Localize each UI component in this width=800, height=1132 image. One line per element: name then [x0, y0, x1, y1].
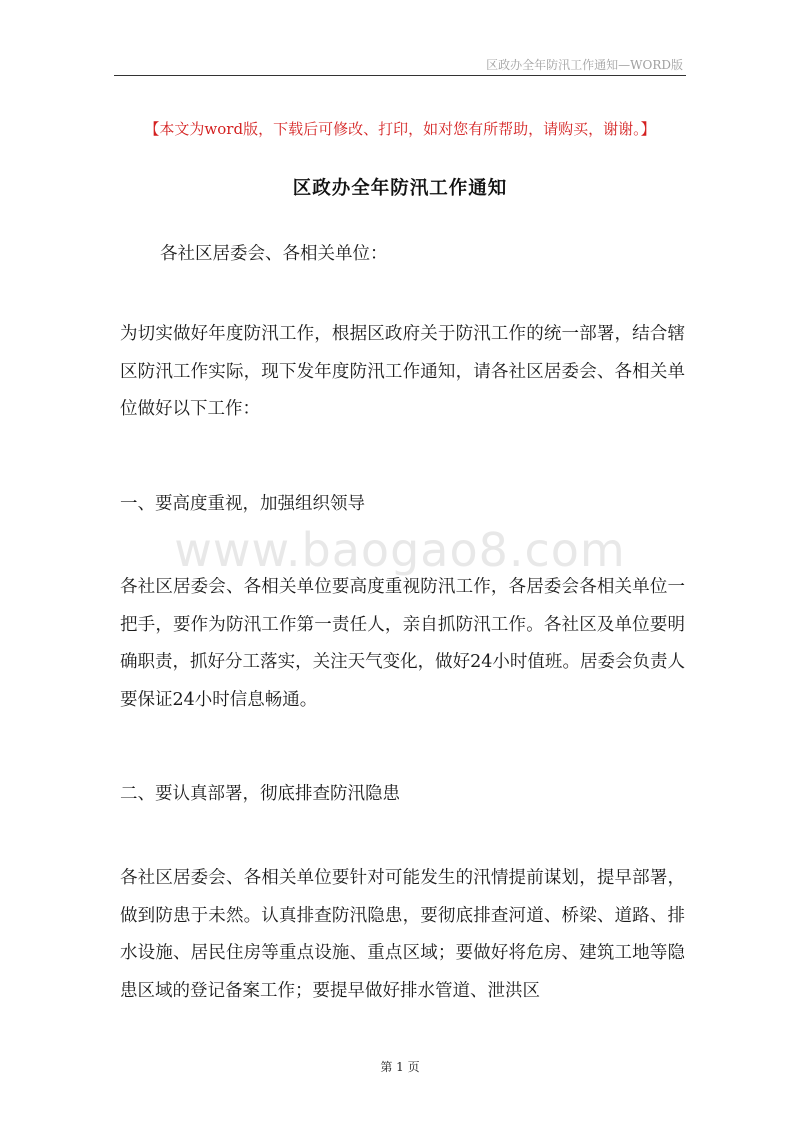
running-header: 区政办全年防汛工作通知—WORD版 — [486, 58, 683, 72]
page-number: 第 1 页 — [380, 1060, 420, 1074]
document-title: 区政办全年防汛工作通知 — [292, 178, 508, 199]
header-divider — [114, 75, 686, 76]
section-body-1: 各社区居委会、各相关单位要高度重视防汛工作，各居委会各相关单位一把手，要作为防汛工作第一责任人，亲自抓防汛工作。各社区及单位要明确职责，抓好分工落实，关注天气变化，做好24小时值班。居委会负责人要保证24小时信息畅通。 — [120, 577, 685, 710]
watermark: www.baogao8.com — [174, 523, 626, 577]
purchase-notice: 【本文为word版，下载后可修改、打印，如对您有所帮助，请购买，谢谢。】 — [144, 120, 656, 138]
intro-paragraph: 为切实做好年度防汛工作，根据区政府关于防汛工作的统一部署，结合辖区防汛工作实际，现下发年度防汛工作通知，请各社区居委会、各相关单位做好以下工作： — [120, 324, 685, 419]
greeting: 各社区居委会、各相关单位： — [160, 244, 388, 264]
section-body-2: 各社区居委会、各相关单位要针对可能发生的汛情提前谋划，提早部署，做到防患于未然。认真排查防汛隐患，要彻底排查河道、桥梁、道路、排水设施、居民住房等重点设施、重点区域；要做好将危房、建筑工地等隐患区域的登记备案工作；要提早做好排水管道、泄洪区 — [120, 868, 685, 1001]
section-heading-2: 二、要认真部署，彻底排查防汛隐患 — [120, 784, 400, 804]
section-heading-1: 一、要高度重视，加强组织领导 — [120, 494, 365, 514]
